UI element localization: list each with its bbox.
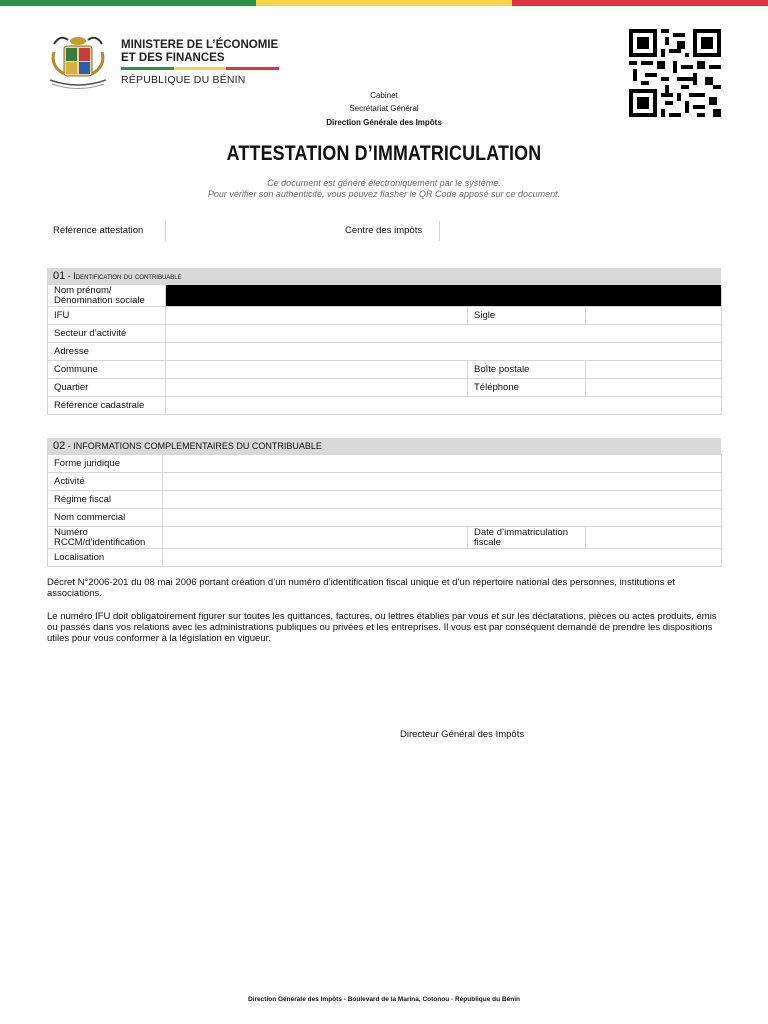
footer-address: Direction Générale des Impôts - Boulevard de la Marina, Cotonou - République du Bénin <box>248 996 520 1003</box>
nom-commercial-label: Nom commercial <box>48 509 163 527</box>
decret-paragraph: Décret N°2006-201 du 08 mai 2006 portant création d’un numéro d’identification fiscal unique et d’un répertoire national des personnes, institutions et associations. <box>47 577 676 599</box>
table-row <box>48 379 722 397</box>
table-row <box>48 361 722 379</box>
forme-juridique-label: Forme juridique <box>48 455 163 473</box>
tax-center-label: Centre des impôts <box>345 225 423 236</box>
signer-title: Directeur Général des Impôts <box>400 729 525 740</box>
regime-fiscal-value <box>163 491 722 509</box>
name-label: Nom prénom/ Dénomination sociale <box>48 285 166 307</box>
secretariat-label: Secrétariat Général <box>349 104 419 113</box>
ifu-notice-paragraph: Le numéro IFU doit obligatoirement figurer sur toutes les quittances, factures, ou lettres établies par vous et sur les déclarations, pièces ou actes produits, émis ou passés dans vos relations avec les administrations publiques ou privées et les entreprises. Il vous est par conséquent demandé de prendre les dispositions utiles pour vous conformer à la législation en vigueur. <box>47 611 717 644</box>
boite-postale-value <box>586 361 722 379</box>
section-identification <box>47 268 721 415</box>
commune-value <box>166 361 468 379</box>
section-1-header <box>47 268 721 284</box>
telephone-label: Téléphone <box>468 379 586 397</box>
localisation-label: Localisation <box>48 549 163 567</box>
ministry-line-2: ET DES FINANCES <box>121 52 225 64</box>
divider <box>165 221 166 241</box>
cadastre-label: Référence cadastrale <box>48 397 166 415</box>
localisation-value <box>163 549 722 567</box>
section-2-header <box>47 438 721 454</box>
secteur-value <box>166 325 722 343</box>
cadastre-value <box>166 397 722 415</box>
date-immatriculation-label: Date d’immatriculation fiscale <box>468 527 586 549</box>
commune-label: Commune <box>48 361 166 379</box>
ifu-value <box>166 307 468 325</box>
table-row <box>48 397 722 415</box>
flag-stripe-yellow <box>256 0 512 6</box>
boite-postale-label: Boîte postale <box>468 361 586 379</box>
authenticity-note-1: Ce document est généré électroniquement par le système. <box>267 178 501 188</box>
adresse-value <box>166 343 722 361</box>
table-row <box>48 527 722 549</box>
identification-table <box>47 284 722 415</box>
table-row <box>48 509 722 527</box>
divider <box>439 221 440 241</box>
reference-row <box>47 221 721 241</box>
flag-stripe-green <box>0 0 256 6</box>
table-row <box>48 285 722 307</box>
activite-value <box>163 473 722 491</box>
complementary-table <box>47 454 722 567</box>
name-value-redacted <box>166 285 722 307</box>
coat-of-arms-icon <box>46 32 110 92</box>
table-row <box>48 307 722 325</box>
authenticity-note-2: Pour vérifier son authenticité, vous pouvez flasher le QR Code apposé sur ce document. <box>207 189 561 199</box>
document-title: ATTESTATION D’IMMATRICULATION <box>226 142 542 165</box>
ministry-name <box>121 39 278 65</box>
table-row <box>48 491 722 509</box>
table-row <box>48 549 722 567</box>
cabinet-label: Cabinet <box>370 91 398 100</box>
flag-stripe-red <box>512 0 768 6</box>
section-complementary-info <box>47 438 721 567</box>
ministry-color-bar <box>121 67 279 70</box>
rccm-label: Numéro RCCM/d’identification <box>48 527 163 549</box>
regime-fiscal-label: Régime fiscal <box>48 491 163 509</box>
table-row <box>48 473 722 491</box>
section-2-title: - INFORMATIONS COMPLEMENTAIRES DU CONTRIBUABLE <box>65 441 322 451</box>
quartier-label: Quartier <box>48 379 166 397</box>
republic-name: RÉPUBLIQUE DU BÉNIN <box>121 74 246 86</box>
table-row <box>48 325 722 343</box>
ifu-label: IFU <box>48 307 166 325</box>
rccm-value <box>163 527 468 549</box>
activite-label: Activité <box>48 473 163 491</box>
reference-attestation-label: Référence attestation <box>53 225 144 236</box>
sigle-value <box>586 307 722 325</box>
flag-stripe <box>0 0 768 6</box>
adresse-label: Adresse <box>48 343 166 361</box>
nom-commercial-value <box>163 509 722 527</box>
secteur-label: Secteur d’activité <box>48 325 166 343</box>
table-row <box>48 343 722 361</box>
direction-label: Direction Générale des Impôts <box>326 118 442 127</box>
sigle-label: Sigle <box>468 307 586 325</box>
ministry-line-1: MINISTERE DE L’ÉCONOMIE <box>121 39 279 51</box>
section-1-title: - Identification du contribuable <box>65 271 182 281</box>
table-row <box>48 455 722 473</box>
section-1-number: 01 <box>53 270 66 282</box>
date-immatriculation-value <box>586 527 722 549</box>
forme-juridique-value <box>163 455 722 473</box>
section-2-number: 02 <box>53 440 66 452</box>
quartier-value <box>166 379 468 397</box>
telephone-value <box>586 379 722 397</box>
